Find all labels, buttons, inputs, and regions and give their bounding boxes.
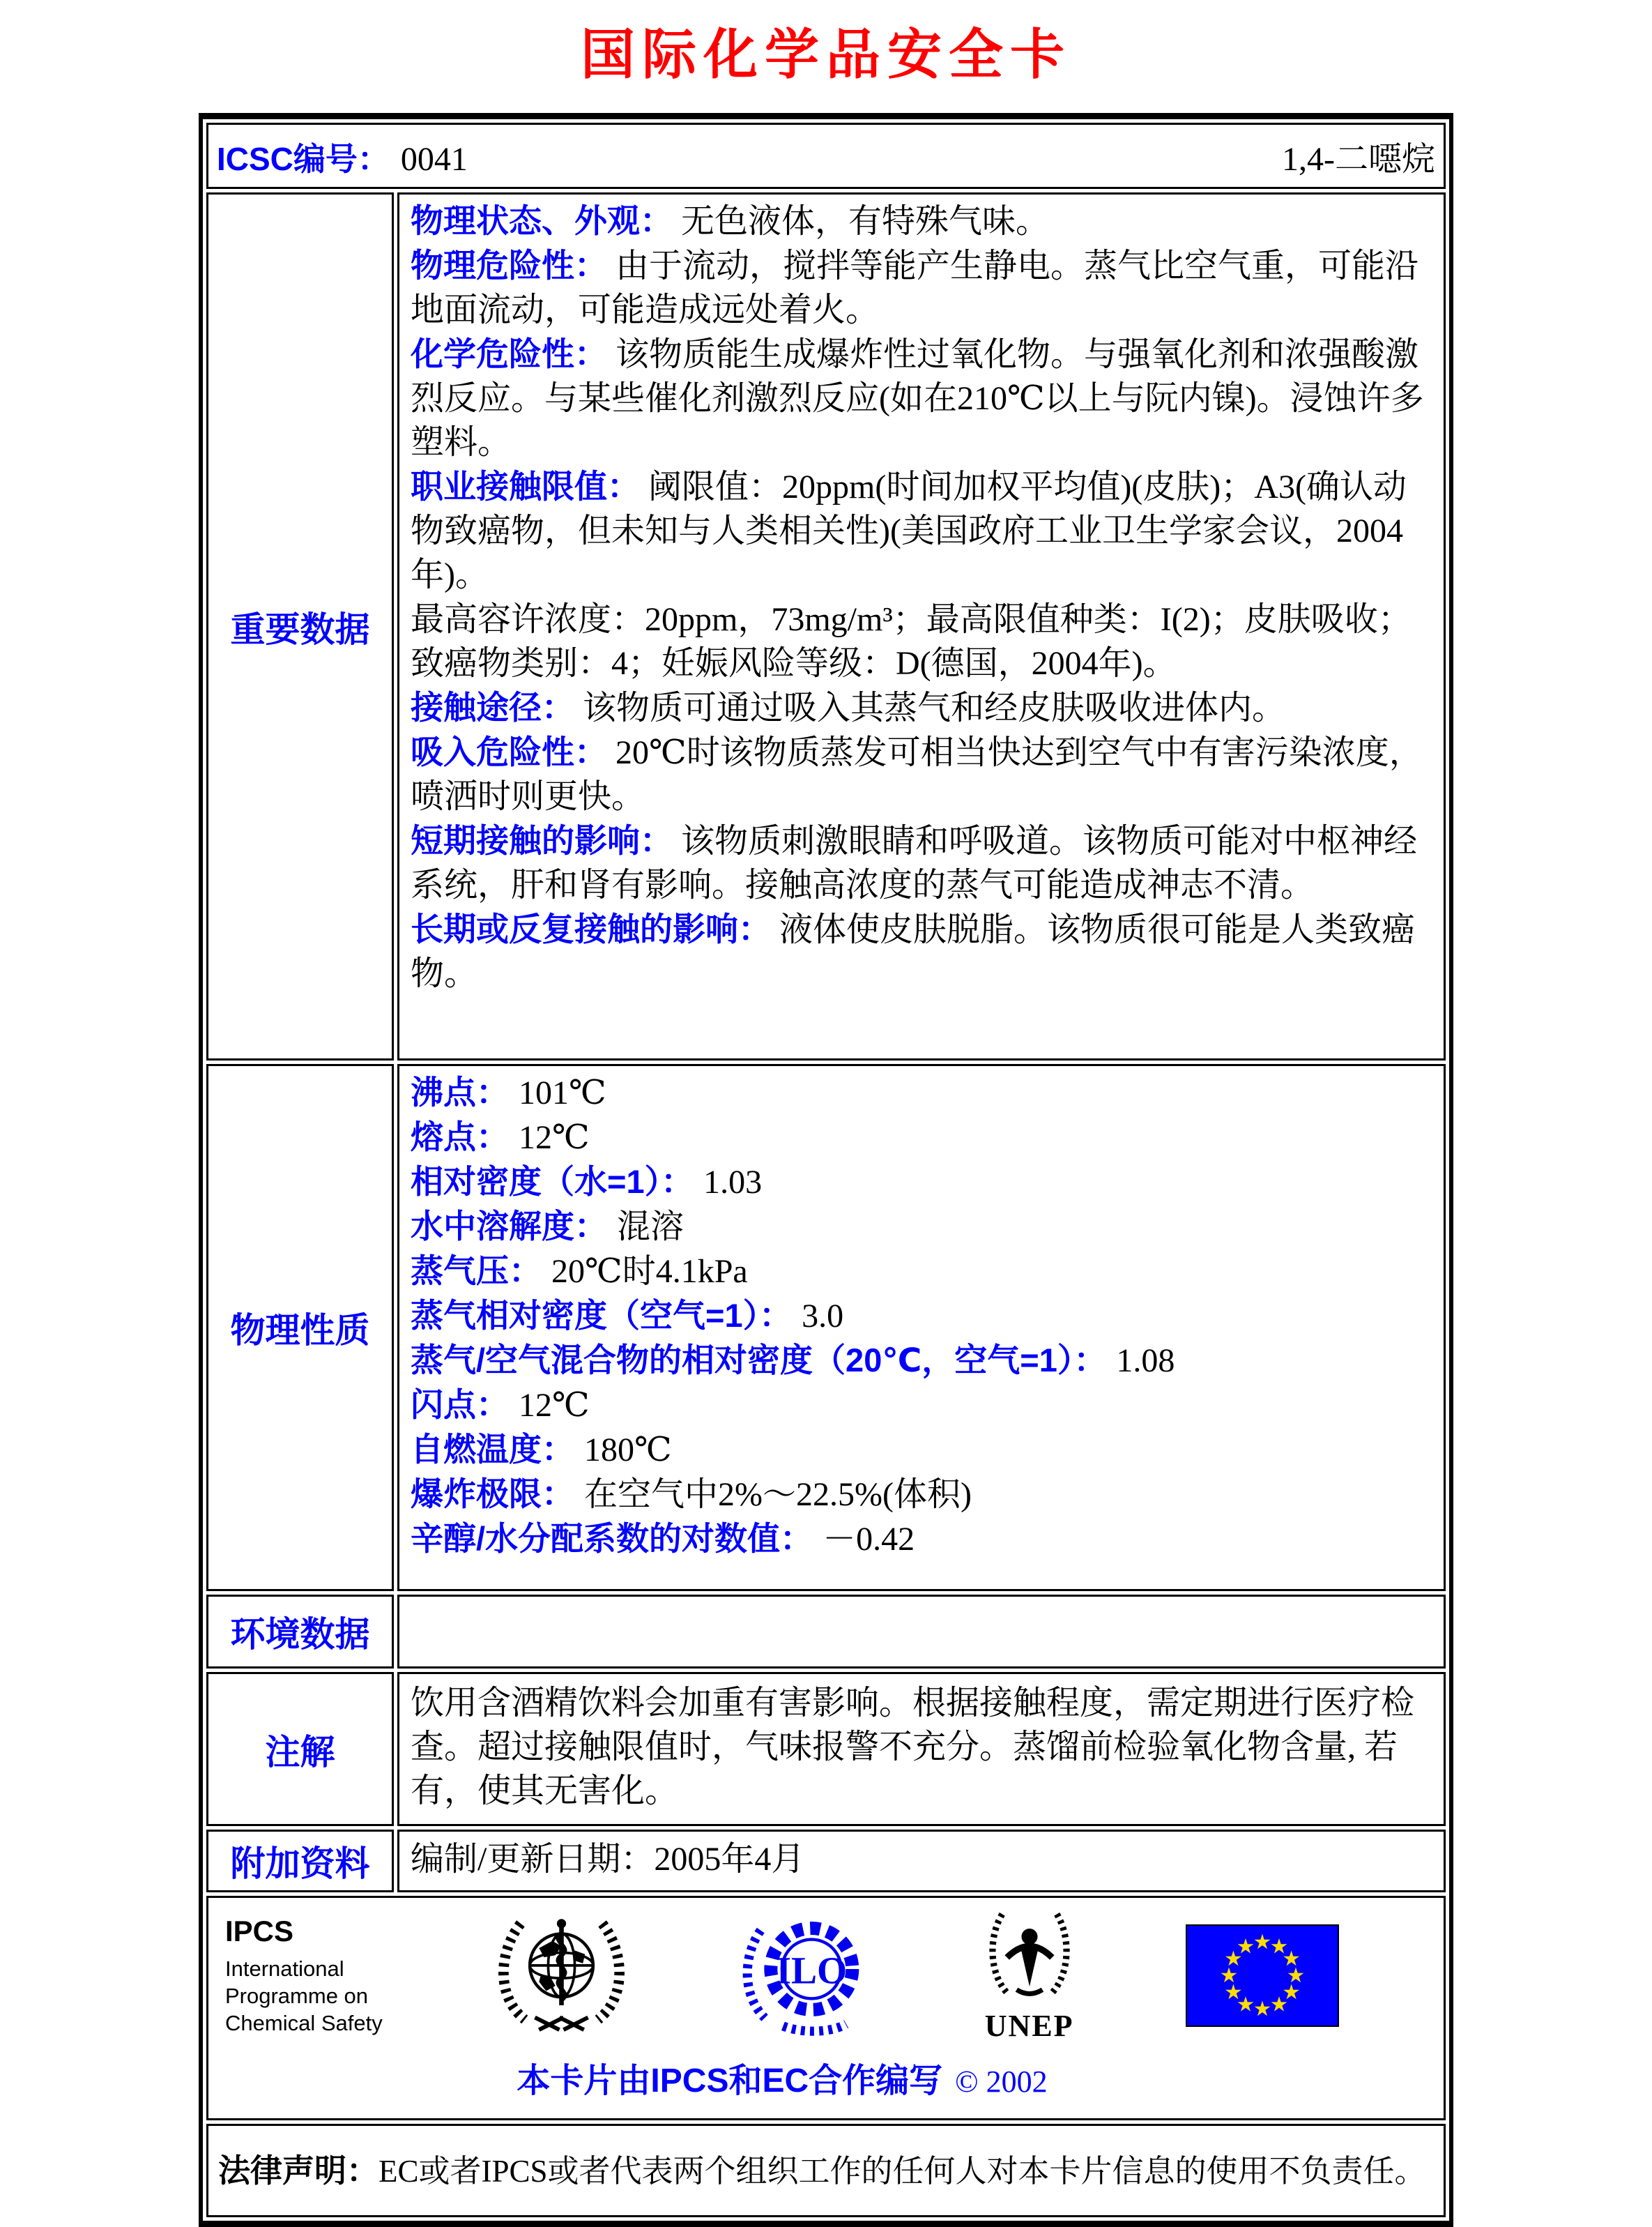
property-value: 3.0 — [802, 1298, 844, 1335]
page-title: 国际化学品安全卡 — [580, 24, 1071, 85]
property-value: －0.42 — [823, 1521, 915, 1558]
ipcs-line2: Programme on — [225, 1984, 369, 2008]
additional-info-content: 编制/更新日期：2005年4月 — [397, 1830, 1446, 1892]
physical-property — [411, 1293, 1432, 1338]
environmental-data-content — [397, 1595, 1446, 1669]
important-item — [411, 464, 1432, 597]
important-item — [411, 685, 1432, 730]
legal-text: EC或者IPCS或者代表两个组织工作的任何人对本卡片信息的使用不负责任。 — [378, 2154, 1426, 2189]
property-value: 在空气中2%～22.5%(体积) — [584, 1476, 972, 1513]
property-label: 闪点： — [411, 1386, 509, 1423]
physical-properties-content — [397, 1064, 1446, 1591]
important-item-text: 由于流动，搅拌等能产生静电。蒸气比空气重，可能沿地面流动，可能造成远处着火。 — [411, 248, 1419, 328]
physical-property — [411, 1338, 1432, 1383]
property-value: 1.08 — [1116, 1342, 1175, 1379]
important-item-label: 物理状态、外观： — [411, 202, 673, 239]
physical-property — [411, 1427, 1432, 1472]
unep-wordmark: UNEP — [984, 2009, 1074, 2043]
ilo-letters: ILO — [776, 1949, 848, 1993]
property-value: 12℃ — [519, 1119, 590, 1156]
notes-label: 注解 — [206, 1672, 394, 1826]
chemical-name: 1,4-二噁烷 — [1282, 141, 1435, 178]
additional-info-row — [206, 1830, 1446, 1892]
important-item — [411, 332, 1432, 464]
important-item-label: 职业接触限值： — [411, 468, 640, 505]
important-item-label: 化学危险性： — [411, 335, 607, 372]
eu-flag-icon — [1186, 1924, 1339, 2027]
environmental-data-row — [206, 1595, 1446, 1669]
important-item-label: 接触途径： — [411, 689, 574, 726]
property-value: 1.03 — [703, 1164, 763, 1201]
property-value: 20℃时4.1kPa — [551, 1253, 748, 1290]
physical-properties-label: 物理性质 — [206, 1064, 394, 1591]
physical-property — [411, 1517, 1432, 1561]
header-row — [206, 123, 1446, 189]
property-label: 相对密度（水=1）： — [411, 1163, 694, 1200]
physical-properties-row — [206, 1064, 1446, 1591]
ipcs-name: IPCS — [225, 1915, 294, 1947]
additional-info-label: 附加资料 — [206, 1830, 394, 1892]
logos-row — [206, 1896, 1446, 2120]
important-data-row — [206, 192, 1446, 1061]
important-item-text: 该物质可通过吸入其蒸气和经皮肤吸收进体内。 — [583, 690, 1286, 727]
property-value: 180℃ — [584, 1431, 672, 1468]
important-item — [411, 243, 1432, 332]
physical-property — [411, 1472, 1432, 1517]
physical-property — [411, 1383, 1432, 1427]
icsc-table — [203, 119, 1449, 2221]
icsc-number-group — [217, 134, 468, 180]
property-label: 沸点： — [411, 1074, 509, 1111]
environmental-data-label: 环境数据 — [206, 1595, 394, 1669]
important-item-text: 该物质能生成爆炸性过氧化物。与强氧化剂和浓强酸激烈反应。与某些催化剂激烈反应(如在210℃以上与阮内镍)。浸蚀许多塑料。 — [411, 336, 1424, 461]
important-item — [411, 730, 1432, 819]
property-label: 蒸气压： — [411, 1252, 542, 1289]
important-item-text: 液体使皮肤脱脂。该物质很可能是人类致癌物。 — [411, 911, 1416, 992]
important-item-text: 20℃时该物质蒸发可相当快达到空气中有害污染浓度，喷洒时则更快。 — [411, 734, 1423, 815]
ipcs-text-block — [225, 1915, 383, 2037]
physical-property — [411, 1115, 1432, 1160]
credit-line — [225, 2053, 1339, 2101]
physical-property — [411, 1160, 1432, 1204]
important-item-label: 长期或反复接触的影响： — [411, 911, 771, 948]
who-logo-icon — [490, 1908, 633, 2044]
icsc-number-value: 0041 — [400, 141, 468, 178]
important-item — [411, 597, 1432, 685]
important-item — [411, 819, 1432, 907]
unep-logo-icon — [981, 1908, 1078, 2012]
physical-property — [411, 1204, 1432, 1249]
important-item-text: 最高容许浓度：20ppm，73mg/m³；最高限值种类：I(2)；皮肤吸收；致癌物类别：4；妊娠风险等级：D(德国，2004年)。 — [411, 601, 1412, 682]
property-label: 爆炸极限： — [411, 1475, 574, 1512]
property-label: 蒸气相对密度（空气=1）： — [411, 1297, 793, 1334]
important-item-text: 阈限值：20ppm(时间加权平均值)(皮肤)；A3(确认动物致癌物，但未知与人类相关性)(美国政府工业卫生学家会议，2004年)。 — [411, 469, 1407, 593]
important-data-content — [397, 192, 1446, 1061]
ipcs-line3: Chemical Safety — [225, 2011, 383, 2035]
legal-row — [206, 2124, 1446, 2217]
important-item — [411, 907, 1432, 996]
property-label: 辛醇/水分配系数的对数值： — [411, 1520, 813, 1557]
physical-property — [411, 1070, 1432, 1115]
card-border — [199, 113, 1453, 2227]
physical-property — [411, 1249, 1432, 1293]
ipcs-line1: International — [225, 1956, 344, 1981]
property-label: 自燃温度： — [411, 1431, 574, 1468]
credit-year: © 2002 — [955, 2065, 1048, 2099]
important-item — [411, 199, 1432, 243]
important-item-text: 无色液体，有特殊气味。 — [681, 203, 1050, 240]
property-value: 101℃ — [519, 1074, 606, 1111]
legal-label: 法律声明： — [218, 2152, 378, 2189]
important-data-label: 重要数据 — [206, 192, 394, 1061]
logos-strip — [225, 1908, 1339, 2044]
property-value: 混溶 — [617, 1208, 684, 1245]
ilo-logo-icon — [740, 1911, 873, 2040]
unep-logo-block — [981, 1908, 1078, 2044]
notes-row — [206, 1672, 1446, 1826]
property-label: 蒸气/空气混合物的相对密度（20℃，空气=1）： — [411, 1341, 1107, 1378]
important-item-label: 吸入危险性： — [411, 734, 607, 770]
notes-content: 饮用含酒精饮料会加重有害影响。根据接触程度，需定期进行医疗检查。超过接触限值时，气味报警不充分。蒸馏前检验氧化物含量, 若有，使其无害化。 — [397, 1672, 1446, 1826]
credit-text: 本卡片由IPCS和EC合作编写 — [517, 2062, 943, 2099]
important-item-label: 短期接触的影响： — [411, 822, 673, 859]
property-value: 12℃ — [519, 1387, 590, 1424]
property-label: 熔点： — [411, 1118, 509, 1155]
important-item-label: 物理危险性： — [411, 247, 607, 284]
icsc-number-label: ICSC编号： — [217, 141, 390, 177]
important-item-text: 该物质刺激眼睛和呼吸道。该物质可能对中枢神经系统，肝和肾有影响。接触高浓度的蒸气可能造成神志不清。 — [411, 823, 1418, 904]
property-label: 水中溶解度： — [411, 1208, 607, 1245]
